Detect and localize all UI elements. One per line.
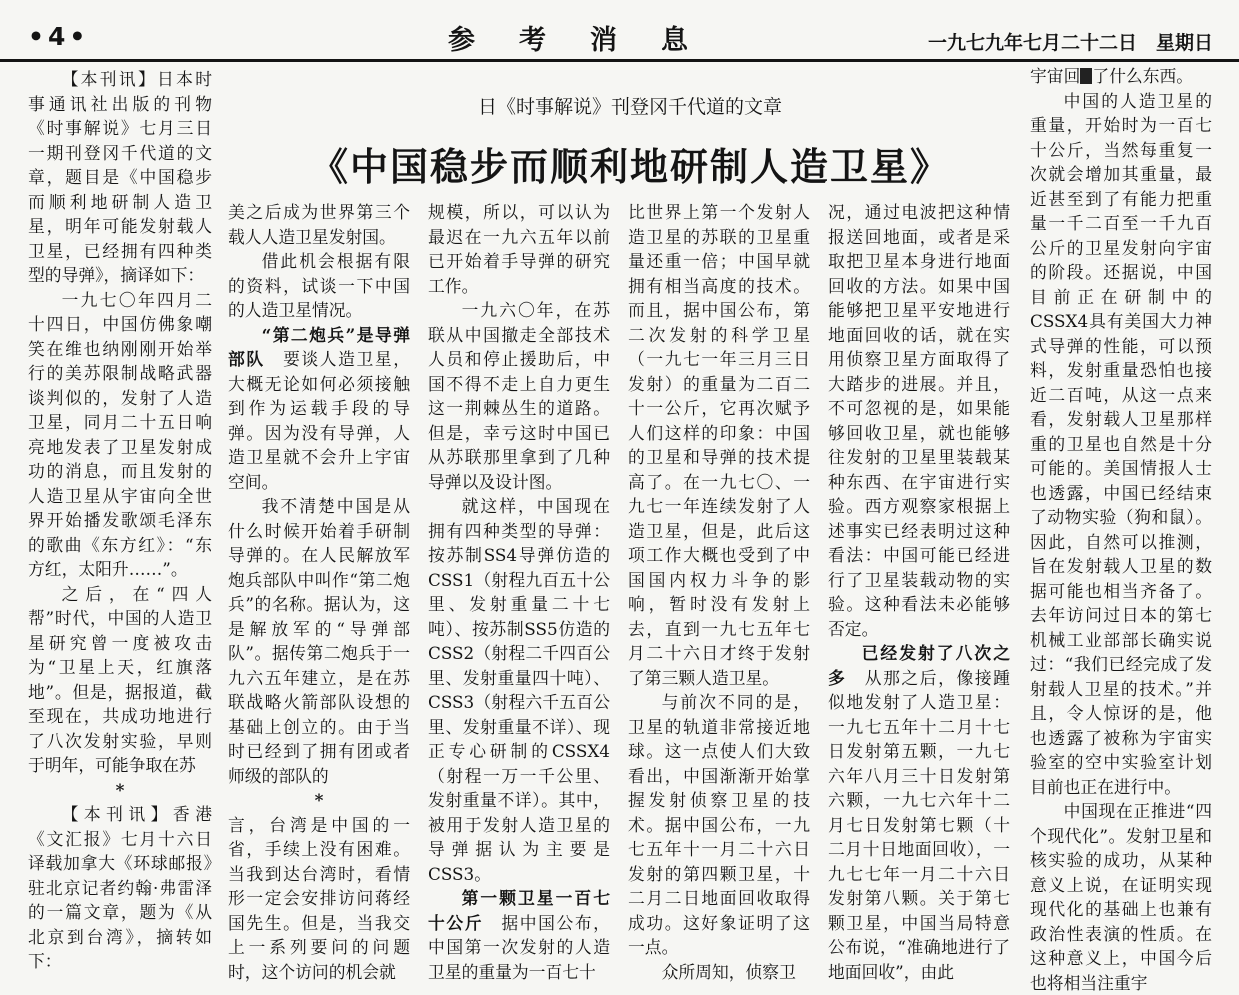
- column-4: [628, 200, 810, 982]
- column-1: [28, 67, 212, 971]
- paragraph-text: 宇宙回: [1030, 66, 1081, 86]
- paragraph: [1030, 64, 1212, 89]
- paragraph: 就这样，中国现在拥有四种类型的导弹：按苏制SS4导弹仿造的CSS1（射程九百五十公里、发射重量二十七吨）、按苏制SS5仿造的CSS2（射程二千四百公里、发射重量四十吨）、CSS3（射程六千五百公里、发射重量不详）、现正专心研制的CSSX4（射程一万一千公里、发射重量不详）。其中，被用于发射人造卫星的导弹据认为主要是CSS3。: [428, 496, 610, 884]
- intro-paragraph: 【本刊讯】日本时事通讯社出版的刊物《时事解说》七月三日一期刊登冈千代道的文章，题目是《中国稳步而顺利地研制人造卫星，明年可能发射载人卫星，已经拥有四种类型的导弹》，摘译如下：: [28, 69, 212, 285]
- article-subtitle: 日《时事解说》刊登冈千代道的文章: [477, 96, 782, 118]
- paragraph-text: 据中国公布，中国第一次发射的人造卫星的重量为一百七十: [428, 912, 610, 982]
- article-headline: 《中国稳步而顺利地研制人造卫星》: [309, 145, 950, 189]
- paragraph: 美之后成为世界第三个载人人造卫星发射国。: [228, 202, 410, 247]
- paragraph: 规模，所以，可以认为最迟在一九六五年以前已开始着手导弹的研究工作。: [428, 202, 610, 296]
- paragraph: 众所周知，侦察卫: [661, 961, 796, 982]
- paragraph: 我不清楚中国是从什么时候开始着手研制导弹的。在人民解放军炮兵部队中叫作“第二炮兵”的名称。据认为，这是解放军的“导弹部队”。据传第二炮兵于一九六五年建立，是在苏联战略火箭部队设想的基础上创立的。由于当时已经到了拥有团或者师级的部队的: [228, 496, 410, 786]
- ink-blot: [1080, 68, 1092, 84]
- paragraph: 中国现在正推进“四个现代化”。发射卫星和核实验的成功，从某种意义上说，在证明实现现代化的基础上也兼有政治性表演的性质。在这种意义上，中国今后也将相当注重宇: [1030, 801, 1212, 993]
- paragraph: 与前次不同的是，卫星的轨道非常接近地球。这一点使人们大致看出，中国渐渐开始掌握发射侦察卫星的技术。据中国公布，一九七五年十一月二十六日发射的第四颗卫星，十二月二日地面回收取得成功。这好象证明了这一点。: [628, 692, 810, 957]
- paragraph-text: 了什么东西。: [1092, 66, 1194, 86]
- paragraph-text: 从那之后，像接踵似地发射了人造卫星：一九七五年十二月十七日发射第五颗，一九七六年八月三十日发射第六颗，一九七六年十二月七日发射第七颗（十二月十日地面回收），一九七七年一月二十六日发射第八颗。关于第七颗卫星，中国当局特意公布说，“准确地进行了地面回收”，由此: [828, 667, 1010, 982]
- paragraph: 一九六〇年，在苏联从中国撤走全部技术人员和停止援助后，中国不得不走上自力更生这一荆棘丛生的道路。但是，幸亏这时中国已从苏联那里拿到了几种导弹以及设计图。: [428, 300, 610, 492]
- paragraph: 之后，在“四人帮”时代，中国的人造卫星研究曾一度被攻击为“卫星上天，红旗落地”。但是，据报道，截至现在，共成功地进行了八次发射实验，早则于明年，可能争取在苏: [28, 583, 212, 775]
- masthead: [0, 0, 1239, 62]
- newspaper-title: 参考消息: [448, 25, 732, 56]
- paragraph-text: 要谈人造卫星，大概无论如何必须接触到作为运载手段的导弹。因为没有导弹，人造卫星就不会升上宇宙空间。: [228, 349, 410, 492]
- column-5: [828, 200, 1010, 982]
- paragraph: 比世界上第一个发射人造卫星的苏联的卫星重量还重一倍；中国早就拥有相当高度的技术。而且，据中国公布，第二次发射的科学卫星（一九七一年三月三日发射）的重量为二百二十一公斤，它再次赋予人们这样的印象：中国的卫星和导弹的技术提高了。在一九七〇、一九七一年连续发射了人造卫星，但是，此后这项工作大概也受到了中国国内权力斗争的影响，暂时没有发射上去，直到一九七五年七月二十六日才终于发射了第三颗人造卫星。: [628, 202, 810, 688]
- section-heading: 已经发射了八次之多: [828, 643, 1010, 688]
- paragraph: 一九七〇年四月二十四日，中国仿佛象嘲笑在维也纳刚刚开始举行的美苏限制战略武器谈判似的，发射了人造卫星，同月二十五日响亮地发表了卫星发射成功的消息，而且发射的人造卫星从宇宙向全世界开始播发歌颂毛泽东的歌曲《东方红》：“东方红，太阳升……”。: [28, 289, 212, 579]
- section-heading: 第一颗卫星一百七十公斤: [428, 888, 610, 933]
- column-2: [228, 200, 410, 982]
- section-separator: *: [115, 779, 125, 800]
- page-number: •4•: [28, 22, 90, 51]
- section-heading: “第二炮兵”是导弹部队: [228, 324, 410, 369]
- column-3: [428, 200, 610, 982]
- section-separator: *: [314, 790, 324, 810]
- paragraph: 借此机会根据有限的资料，试谈一下中国的人造卫星情况。: [228, 251, 410, 320]
- issue-date: 一九七九年七月二十二日 星期日: [927, 32, 1213, 54]
- paragraph: 中国的人造卫星的重量，开始时为一百七十公斤，当然每重复一次就会增加其重量，最近甚至到了有能力把重量一千二百至一千九百公斤的卫星发射向宇宙的阶段。还据说，中国目前正在研制中的CSSX4具有美国大力神式导弹的性能，可以预料，发射重量恐怕也接近二百吨，从这一点来看，发射载人卫星那样重的卫星也自然是十分可能的。美国情报人士也透露，中国已经结束了动物实验（狗和鼠）。因此，自然可以推测，旨在发射载人卫星的数据可能也相当齐备了。去年访问过日本的第七机械工业部部长确实说过：“我们已经完成了发射载人卫星的技术。”并且，令人惊讶的是，他也透露了被称为宇宙实验室的空中实验室计划目前也正在进行中。: [1030, 90, 1212, 797]
- paragraph: 况，通过电波把这种情报送回地面，或者是采取把卫星本身进行地面回收的方法。如果中国能够把卫星平安地进行地面回收的话，就在实用侦察卫星方面取得了大踏步的进展。并且，不可忽视的是，如果能够回收卫星，就也能够往发射的卫星里装载某种东西、在宇宙进行实验。西方观察家根据上述事实已经表明过这种看法：中国可能已经进行了卫星装载动物的实验。这种看法未必能够否定。: [828, 202, 1010, 639]
- paragraph: 言，台湾是中国的一省，手续上没有困难。当我到达台湾时，看情形一定会安排访问蒋经国先生。但是，当我交上一系列要问的问题时，这个访问的机会就: [228, 814, 410, 982]
- second-article-intro: 【本刊讯】香港《文汇报》七月十六日译载加拿大《环球邮报》驻北京记者约翰·弗雷泽的一篇文章，题为《从北京到台湾》，摘转如下：: [28, 804, 212, 971]
- column-6: [1030, 64, 1212, 993]
